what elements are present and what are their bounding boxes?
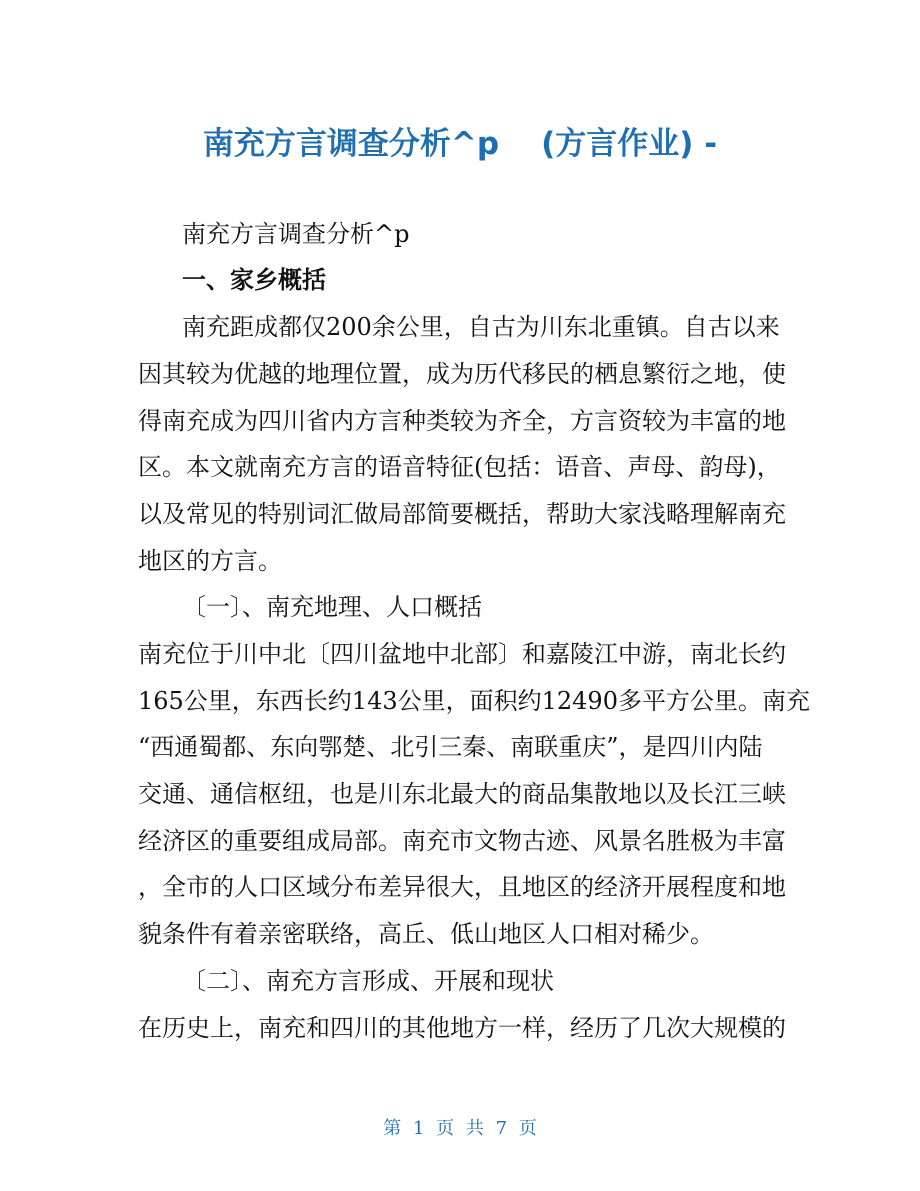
document-subtitle: 南充方言调查分析^p — [182, 220, 410, 248]
paragraph-line: ，全市的人口区域分布差异很大，且地区的经济开展程度和地 — [138, 873, 786, 901]
paragraph-line: 貌条件有着亲密联络，高丘、低山地区人口相对稀少。 — [138, 920, 714, 948]
paragraph-line: 以及常见的特别词汇做局部简要概括，帮助大家浅略理解南充 — [138, 500, 786, 528]
paragraph-line: 因其较为优越的地理位置，成为历代移民的栖息繁衍之地，使 — [138, 360, 786, 388]
paragraph-line: 地区的方言。 — [138, 547, 282, 575]
paragraph-line: 交通、通信枢纽，也是川东北最大的商品集散地以及长江三峡 — [138, 780, 786, 808]
paragraph-line: 区。本文就南充方言的语音特征(包括：语音、声母、韵母)， — [138, 453, 781, 481]
paragraph-line: 南充距成都仅200余公里，自古为川东北重镇。自古以来 — [182, 313, 780, 341]
paragraph-line: “西通蜀都、东向鄂楚、北引三秦、南联重庆”，是四川内陆 — [138, 733, 763, 761]
paragraph-line: 经济区的重要组成局部。南充市文物古迹、风景名胜极为丰富 — [138, 827, 786, 855]
page-footer: 第 1 页 共 7 页 — [383, 1118, 537, 1139]
title-main: 南充方言调查分析^p — [202, 126, 500, 162]
subsection-heading-2: 〔二〕、南充方言形成、开展和现状 — [182, 967, 554, 995]
title-sub: (方言作业) - — [541, 126, 718, 162]
paragraph-line: 得南充成为四川省内方言种类较为齐全，方言资较为丰富的地 — [138, 407, 786, 435]
paragraph-line: 165公里，东西长约143公里，面积约12490多平方公里。南充 — [138, 687, 810, 715]
subsection-heading-1: 〔一〕、南充地理、人口概括 — [182, 593, 482, 621]
section-heading-1: 一、家乡概括 — [182, 265, 326, 294]
document-title — [0, 118, 920, 163]
paragraph-line: 南充位于川中北〔四川盆地中北部〕和嘉陵江中游，南北长约 — [138, 640, 786, 668]
paragraph-line: 在历史上，南充和四川的其他地方一样，经历了几次大规模的 — [138, 1014, 786, 1042]
